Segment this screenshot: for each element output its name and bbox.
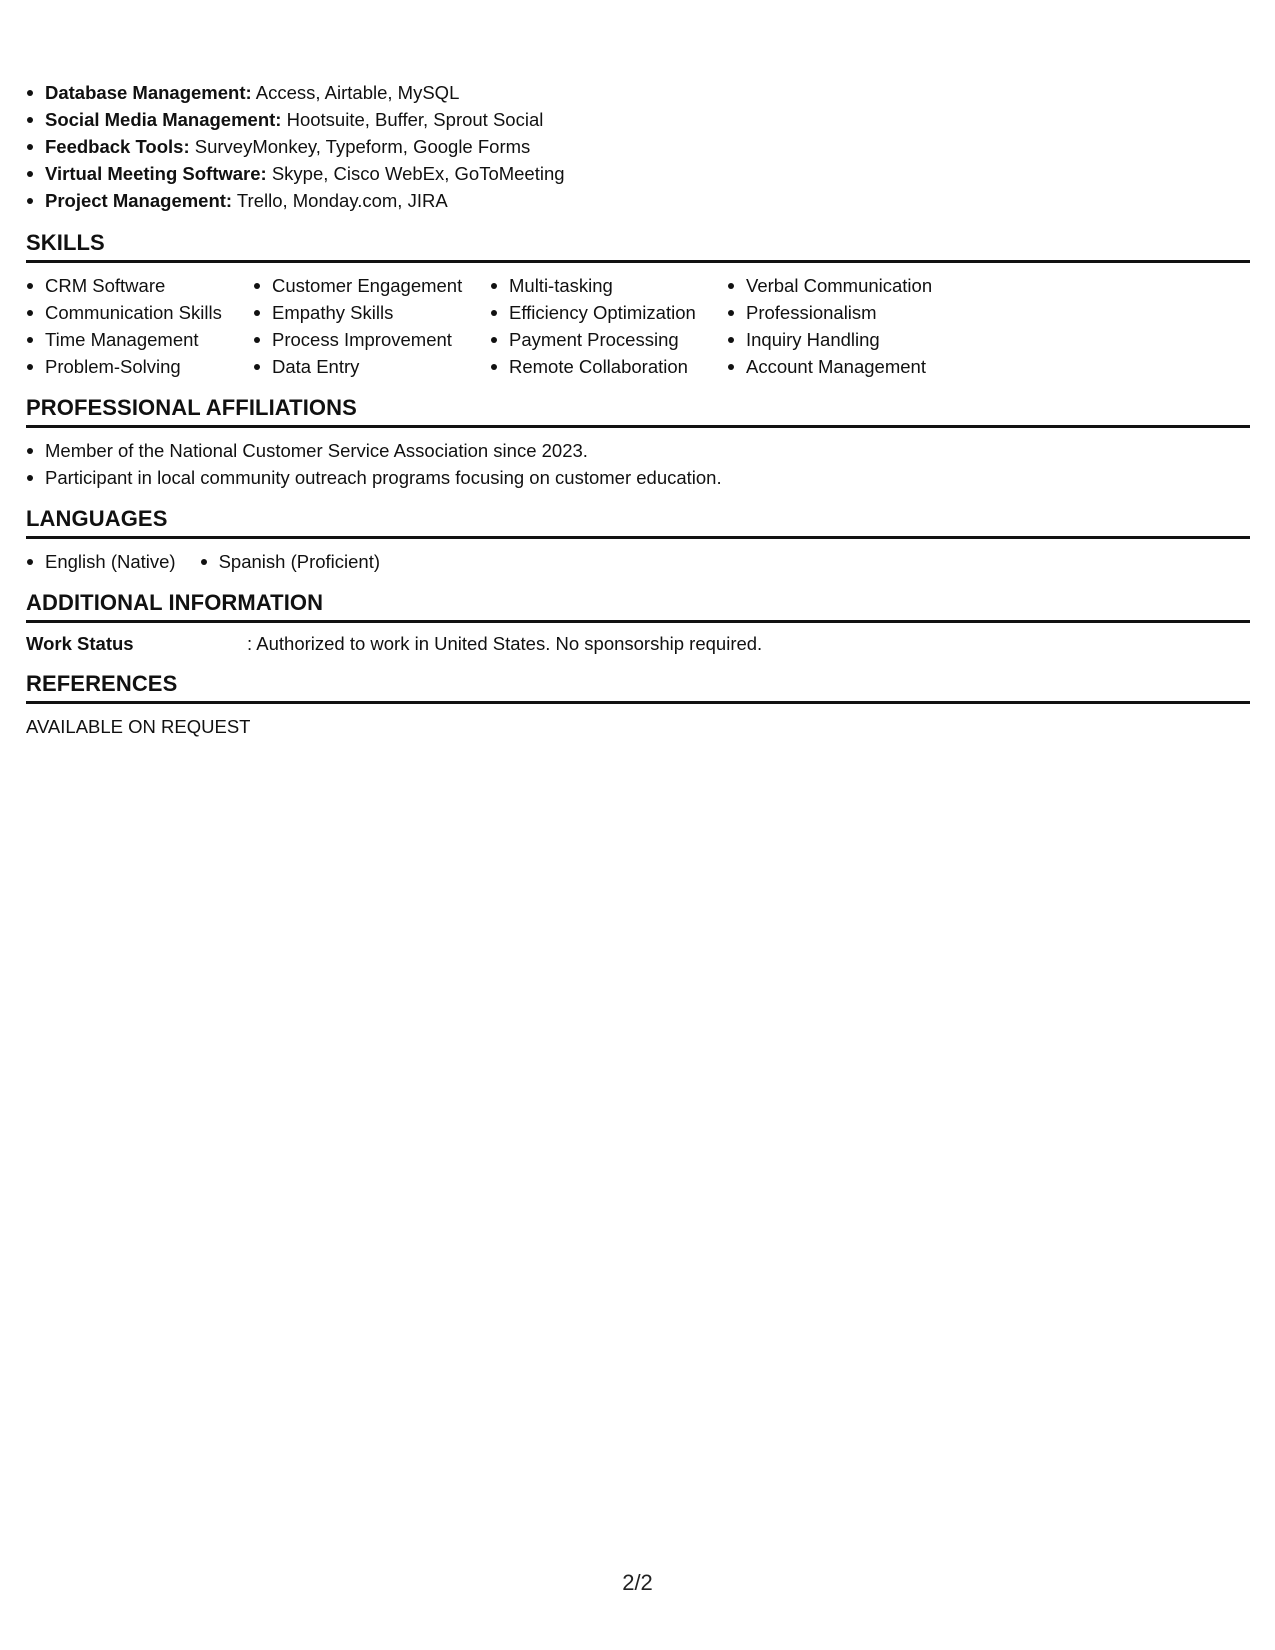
tool-values: Hootsuite, Buffer, Sprout Social	[286, 109, 544, 130]
list-item	[26, 187, 565, 214]
skill-item: Professionalism	[727, 299, 967, 326]
skill-item: Account Management	[727, 353, 967, 380]
tool-category: Database Management:	[45, 82, 252, 103]
tool-category: Feedback Tools:	[45, 136, 190, 157]
list-item: Participant in local community outreach programs focusing on customer education.	[26, 464, 722, 491]
tool-category: Project Management:	[45, 190, 233, 211]
language-item: English (Native)	[26, 548, 176, 575]
skill-item: Communication Skills	[26, 299, 253, 326]
skill-item: Verbal Communication	[727, 272, 967, 299]
tool-values: Access, Airtable, MySQL	[255, 82, 460, 103]
skills-column	[253, 272, 490, 380]
references-text: AVAILABLE ON REQUEST	[26, 716, 251, 737]
skill-item: Time Management	[26, 326, 253, 353]
additional-info-heading: ADDITIONAL INFORMATION	[26, 590, 1250, 623]
page-number: 2/2	[622, 1570, 653, 1595]
skills-column	[26, 272, 253, 380]
list-item: Member of the National Customer Service Association since 2023.	[26, 437, 722, 464]
list-item	[26, 79, 565, 106]
skills-grid	[26, 272, 967, 380]
tool-category: Virtual Meeting Software:	[45, 163, 267, 184]
tool-values: Skype, Cisco WebEx, GoToMeeting	[271, 163, 565, 184]
affiliations-heading: PROFESSIONAL AFFILIATIONS	[26, 395, 1250, 428]
skill-item: Multi-tasking	[490, 272, 727, 299]
skill-item: Inquiry Handling	[727, 326, 967, 353]
tool-category: Social Media Management:	[45, 109, 282, 130]
skill-item: Problem-Solving	[26, 353, 253, 380]
skill-item: Customer Engagement	[253, 272, 490, 299]
skill-item: Empathy Skills	[253, 299, 490, 326]
skill-item: Efficiency Optimization	[490, 299, 727, 326]
list-item	[26, 160, 565, 187]
affiliations-list	[26, 437, 722, 491]
skills-column	[727, 272, 967, 380]
skills-column	[490, 272, 727, 380]
tech-tools-list	[26, 79, 565, 214]
tool-values: SurveyMonkey, Typeform, Google Forms	[194, 136, 531, 157]
tool-values: Trello, Monday.com, JIRA	[236, 190, 448, 211]
work-status-row	[26, 630, 762, 657]
skill-item: Remote Collaboration	[490, 353, 727, 380]
skill-item: Data Entry	[253, 353, 490, 380]
list-item	[26, 133, 565, 160]
languages-list	[26, 548, 404, 575]
language-item: Spanish (Proficient)	[200, 548, 380, 575]
skill-item: Payment Processing	[490, 326, 727, 353]
list-item	[26, 106, 565, 133]
references-heading: REFERENCES	[26, 671, 1250, 704]
work-status-label: Work Status	[26, 633, 134, 654]
work-status-value: : Authorized to work in United States. No sponsorship required.	[247, 633, 763, 654]
skill-item: Process Improvement	[253, 326, 490, 353]
skills-heading: SKILLS	[26, 230, 1250, 263]
languages-heading: LANGUAGES	[26, 506, 1250, 539]
skill-item: CRM Software	[26, 272, 253, 299]
